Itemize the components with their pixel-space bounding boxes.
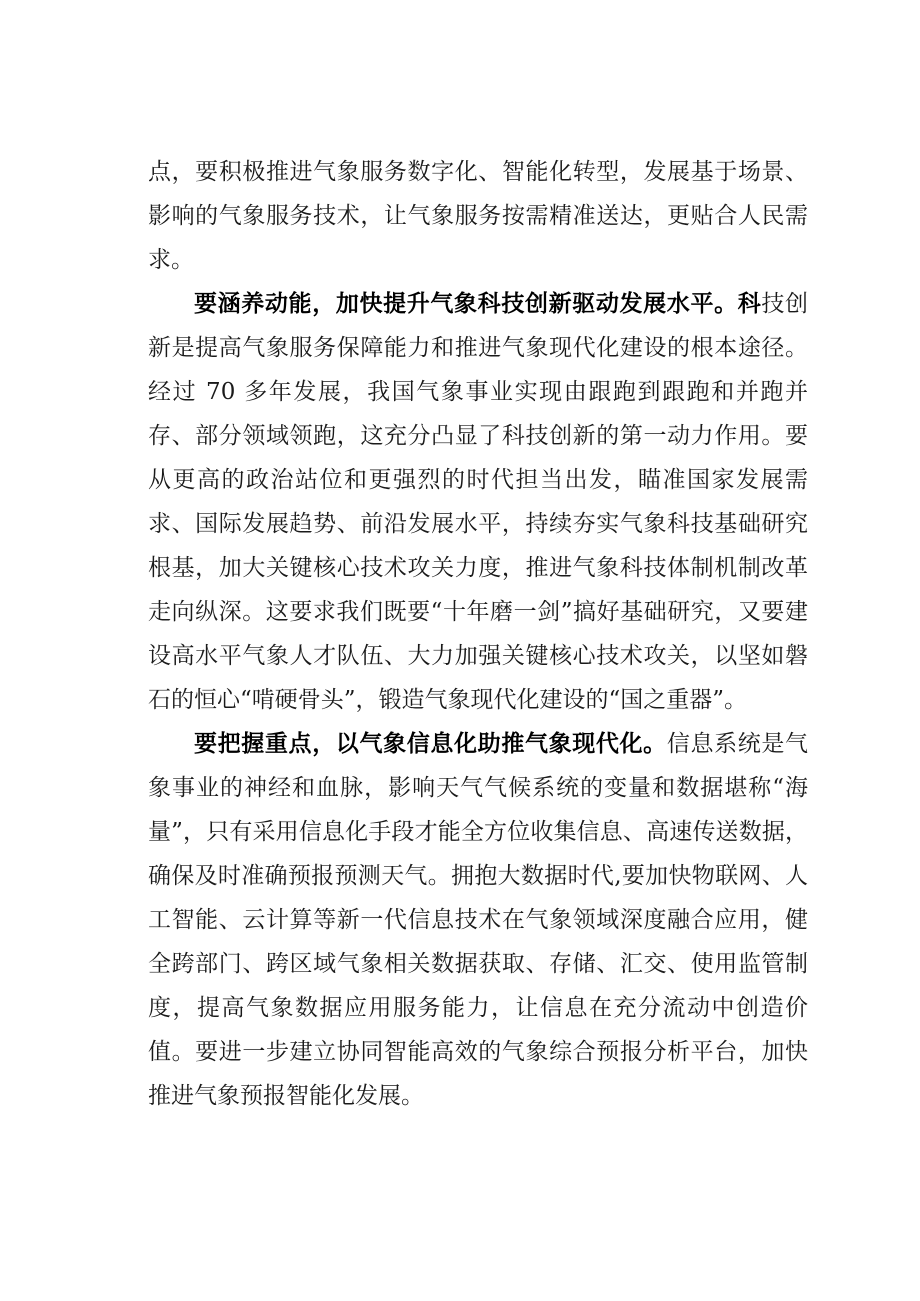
paragraph-tech-innovation xyxy=(148,282,808,722)
paragraph-informatization xyxy=(148,722,808,1118)
paragraph-body: 技创新是提高气象服务保障能力和推进气象现代化建设的根本途径。经过 70 多年发展，我国气象事业实现由跟跑到跟跑和并跑并存、部分领域领跑，这充分凸显了科技创新的第一动力作用。要从更高的政治站位和更强烈的时代担当出发，瞄准国家发展需求、国际发展趋势、前沿发展水平，持续夯实气象科技基础研究根基，加大关键核心技术攻关力度，推进气象科技体制机制改革走向纵深。这要求我们既要“十年磨一剑”搞好基础研究，又要建设高水平气象人才队伍、大力加强关键核心技术攻关，以坚如磐石的恒心“啃硬骨头”，锻造气象现代化建设的“国之重器”。 xyxy=(148,291,809,713)
document-page xyxy=(148,150,808,1118)
paragraph-lead-bold: 要把握重点，以气象信息化助推气象现代化。 xyxy=(194,730,667,757)
paragraph-body: 信息系统是气象事业的神经和血脉，影响天气气候系统的变量和数据堪称“海量”，只有采用信息化手段才能全方位收集信息、高速传送数据，确保及时准确预报预测天气。拥抱大数据时代,要加快物联网、人工智能、云计算等新一代信息技术在气象领域深度融合应用，健全跨部门、跨区域气象相关数据获取、存储、汇交、使用监管制度，提高气象数据应用服务能力，让信息在充分流动中创造价值。要进一步建立协同智能高效的气象综合预报分析平台，加快推进气象预报智能化发展。 xyxy=(148,731,809,1109)
paragraph-continuation xyxy=(148,150,808,282)
paragraph-lead-bold: 要涵养动能，加快提升气象科技创新驱动发展水平。科 xyxy=(194,290,762,317)
paragraph-body: 点，要积极推进气象服务数字化、智能化转型，发展基于场景、影响的气象服务技术，让气象服务按需精准送达，更贴合人民需求。 xyxy=(148,159,808,273)
